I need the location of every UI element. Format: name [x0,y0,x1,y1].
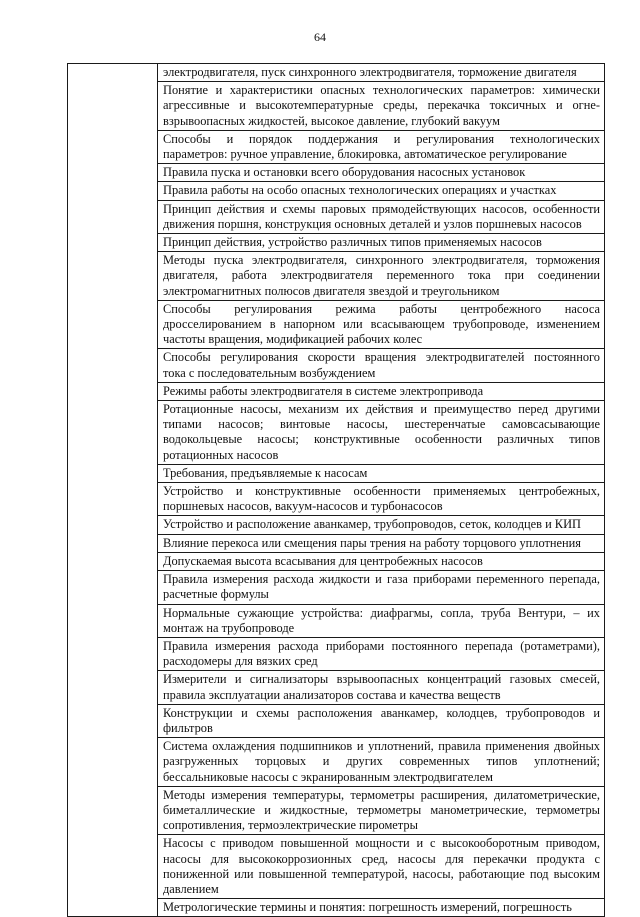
competency-cell [158,704,605,737]
competency-cell [158,483,605,516]
competency-cell [158,401,605,465]
cell-text-line: насосы для высококоррозионных сред, насосы для перекачки продукта с [163,851,600,866]
competency-cell [158,835,605,899]
cell-text-line: бессальниковые насосы с экранированным электродвигателем [163,769,493,784]
cell-text-line: Принцип действия и схемы паровых прямодействующих насосов, особенности [163,201,600,216]
page-number: 64 [314,30,326,44]
competency-cell [158,552,605,570]
cell-text-line: давлением [163,881,219,896]
cell-text-line: частоты вращения, модификацией рабочих колес [163,332,423,347]
competency-cell [158,130,605,163]
cell-text-line: электродвигателя, пуск синхронного электродвигателя, торможение двигателя [163,65,577,79]
competency-cell [158,182,605,200]
cell-text-line: электромагнитных полюсов двигателя звездой и треугольником [163,283,500,298]
competency-cell [158,252,605,301]
cell-text-line: Правила работы на особо опасных технологических операциях и участках [163,183,557,198]
competency-cell [158,571,605,604]
competency-cell [158,300,605,349]
cell-text-line: взрывоопасных жидкостей, высокое давление, глубокий вакуум [163,113,500,128]
table-row [68,64,605,82]
cell-text-line: пониженной или повышенной температурой, насосы, работающие под высоким [163,866,600,881]
cell-text-line: Насосы с приводом повышенной мощности и с высокооборотным приводом, [163,836,600,851]
cell-text-line: двигателя, работа электродвигателя переменного тока при соединении [163,268,600,283]
cell-text-line: Метрологические термины и понятия: погрешность измерений, погрешность [163,900,572,915]
cell-text-line: расходомеры для вязких сред [163,654,318,669]
competency-cell [158,234,605,252]
cell-text-line: расчетные формулы [163,587,269,602]
cell-text-line: монтаж на трубопроводе [163,620,295,635]
competency-cell [158,64,605,82]
competency-cell [158,200,605,233]
cell-text-line: биметаллические и жидкостные, термометры манометрические, термометры [163,802,600,817]
cell-text-line: Правила пуска и остановки всего оборудования насосных установок [163,165,526,180]
cell-text-line: Принцип действия, устройство различных типов применяемых насосов [163,235,542,250]
cell-text-line: Способы и порядок поддержания и регулирования технологических [163,131,600,146]
cell-text-line: поршневых насосов, вакуум-насосов и турбонасосов [163,499,443,514]
cell-text-line: Конструкции и схемы расположения аванкамер, колодцев, трубопроводов и [163,705,600,720]
competency-cell [158,899,605,917]
competency-cell [158,604,605,637]
cell-text-line: Понятие и характеристики опасных технологических параметров: химически [163,83,600,98]
competency-cell [158,82,605,131]
competency-cell [158,464,605,482]
cell-text-line: сопротивления, термоэлектрические пирометры [163,818,418,833]
cell-text-line: водокольцевые насосы; конструктивные особенности различных типов [163,432,600,447]
cell-text-line: типами насосов; винтовые насосы, шестеренчатые самовсасывающие [163,417,600,432]
cell-text-line: Требования, предъявляемые к насосам [163,465,368,480]
cell-text-line: параметров: ручное управление, блокировка, автоматическое регулирование [163,147,567,162]
cell-text-line: движения поршня, конструкция основных деталей и узлов поршневых насосов [163,216,582,231]
cell-text-line: Правила измерения расхода приборами постоянного перепада (ротаметрами), [163,638,600,653]
cell-text-line: правила эксплуатации анализаторов состава и качества веществ [163,687,501,702]
cell-text-line: фильтров [163,720,213,735]
competency-cell [158,516,605,534]
cell-text-line: Измерители и сигнализаторы взрывоопасных концентраций газовых смесей, [163,672,600,687]
cell-text-line: ротационных насосов [163,447,279,462]
competency-cell [158,738,605,787]
cell-text-line: Допускаемая высота всасывания для центробежных насосов [163,553,483,568]
cell-text-line: агрессивные и высокотемпературные среды, перекачка токсичных и огне- [163,98,600,113]
cell-text-line: разгруженных торцовых и других современных типов уплотнений; [163,754,600,769]
cell-text-line: Правила измерения расхода жидкости и газа приборами переменного перепада, [163,572,600,587]
empty-left-cell [68,64,158,917]
cell-text-line: Методы измерения температуры, термометры расширения, дилатометрические, [163,787,600,802]
cell-text-line: дросселированием в напорном или всасывающем трубопроводе, изменением [163,317,600,332]
cell-text-line: Устройство и конструктивные особенности применяемых центробежных, [163,484,600,499]
requirements-table [67,63,605,917]
cell-text-line: Нормальные сужающие устройства: диафрагмы, сопла, труба Вентури, – их [163,605,600,620]
cell-text-line: тока с последовательным возбуждением [163,365,376,380]
competency-cell [158,534,605,552]
competency-cell [158,349,605,382]
cell-text-line: Методы пуска электродвигателя, синхронного электродвигателя, торможения [163,253,600,268]
competency-cell [158,164,605,182]
cell-text-line: Устройство и расположение аванкамер, трубопроводов, сеток, колодцев и КИП [163,517,581,532]
competency-cell [158,671,605,704]
cell-text-line: Способы регулирования скорости вращения электродвигателей постоянного [163,350,600,365]
cell-text-line: Режимы работы электродвигателя в системе электропривода [163,383,484,398]
competency-cell [158,786,605,835]
cell-text-line: Система охлаждения подшипников и уплотнений, правила применения двойных [163,739,600,754]
cell-text-line: Ротационные насосы, механизм их действия и преимущество перед другими [163,402,600,417]
competency-cell [158,637,605,670]
cell-text-line: Влияние перекоса или смещения пары трения на работу торцового уплотнения [163,535,582,550]
cell-text-line: Способы регулирования режима работы центробежного насоса [163,301,600,316]
competency-cell [158,382,605,400]
